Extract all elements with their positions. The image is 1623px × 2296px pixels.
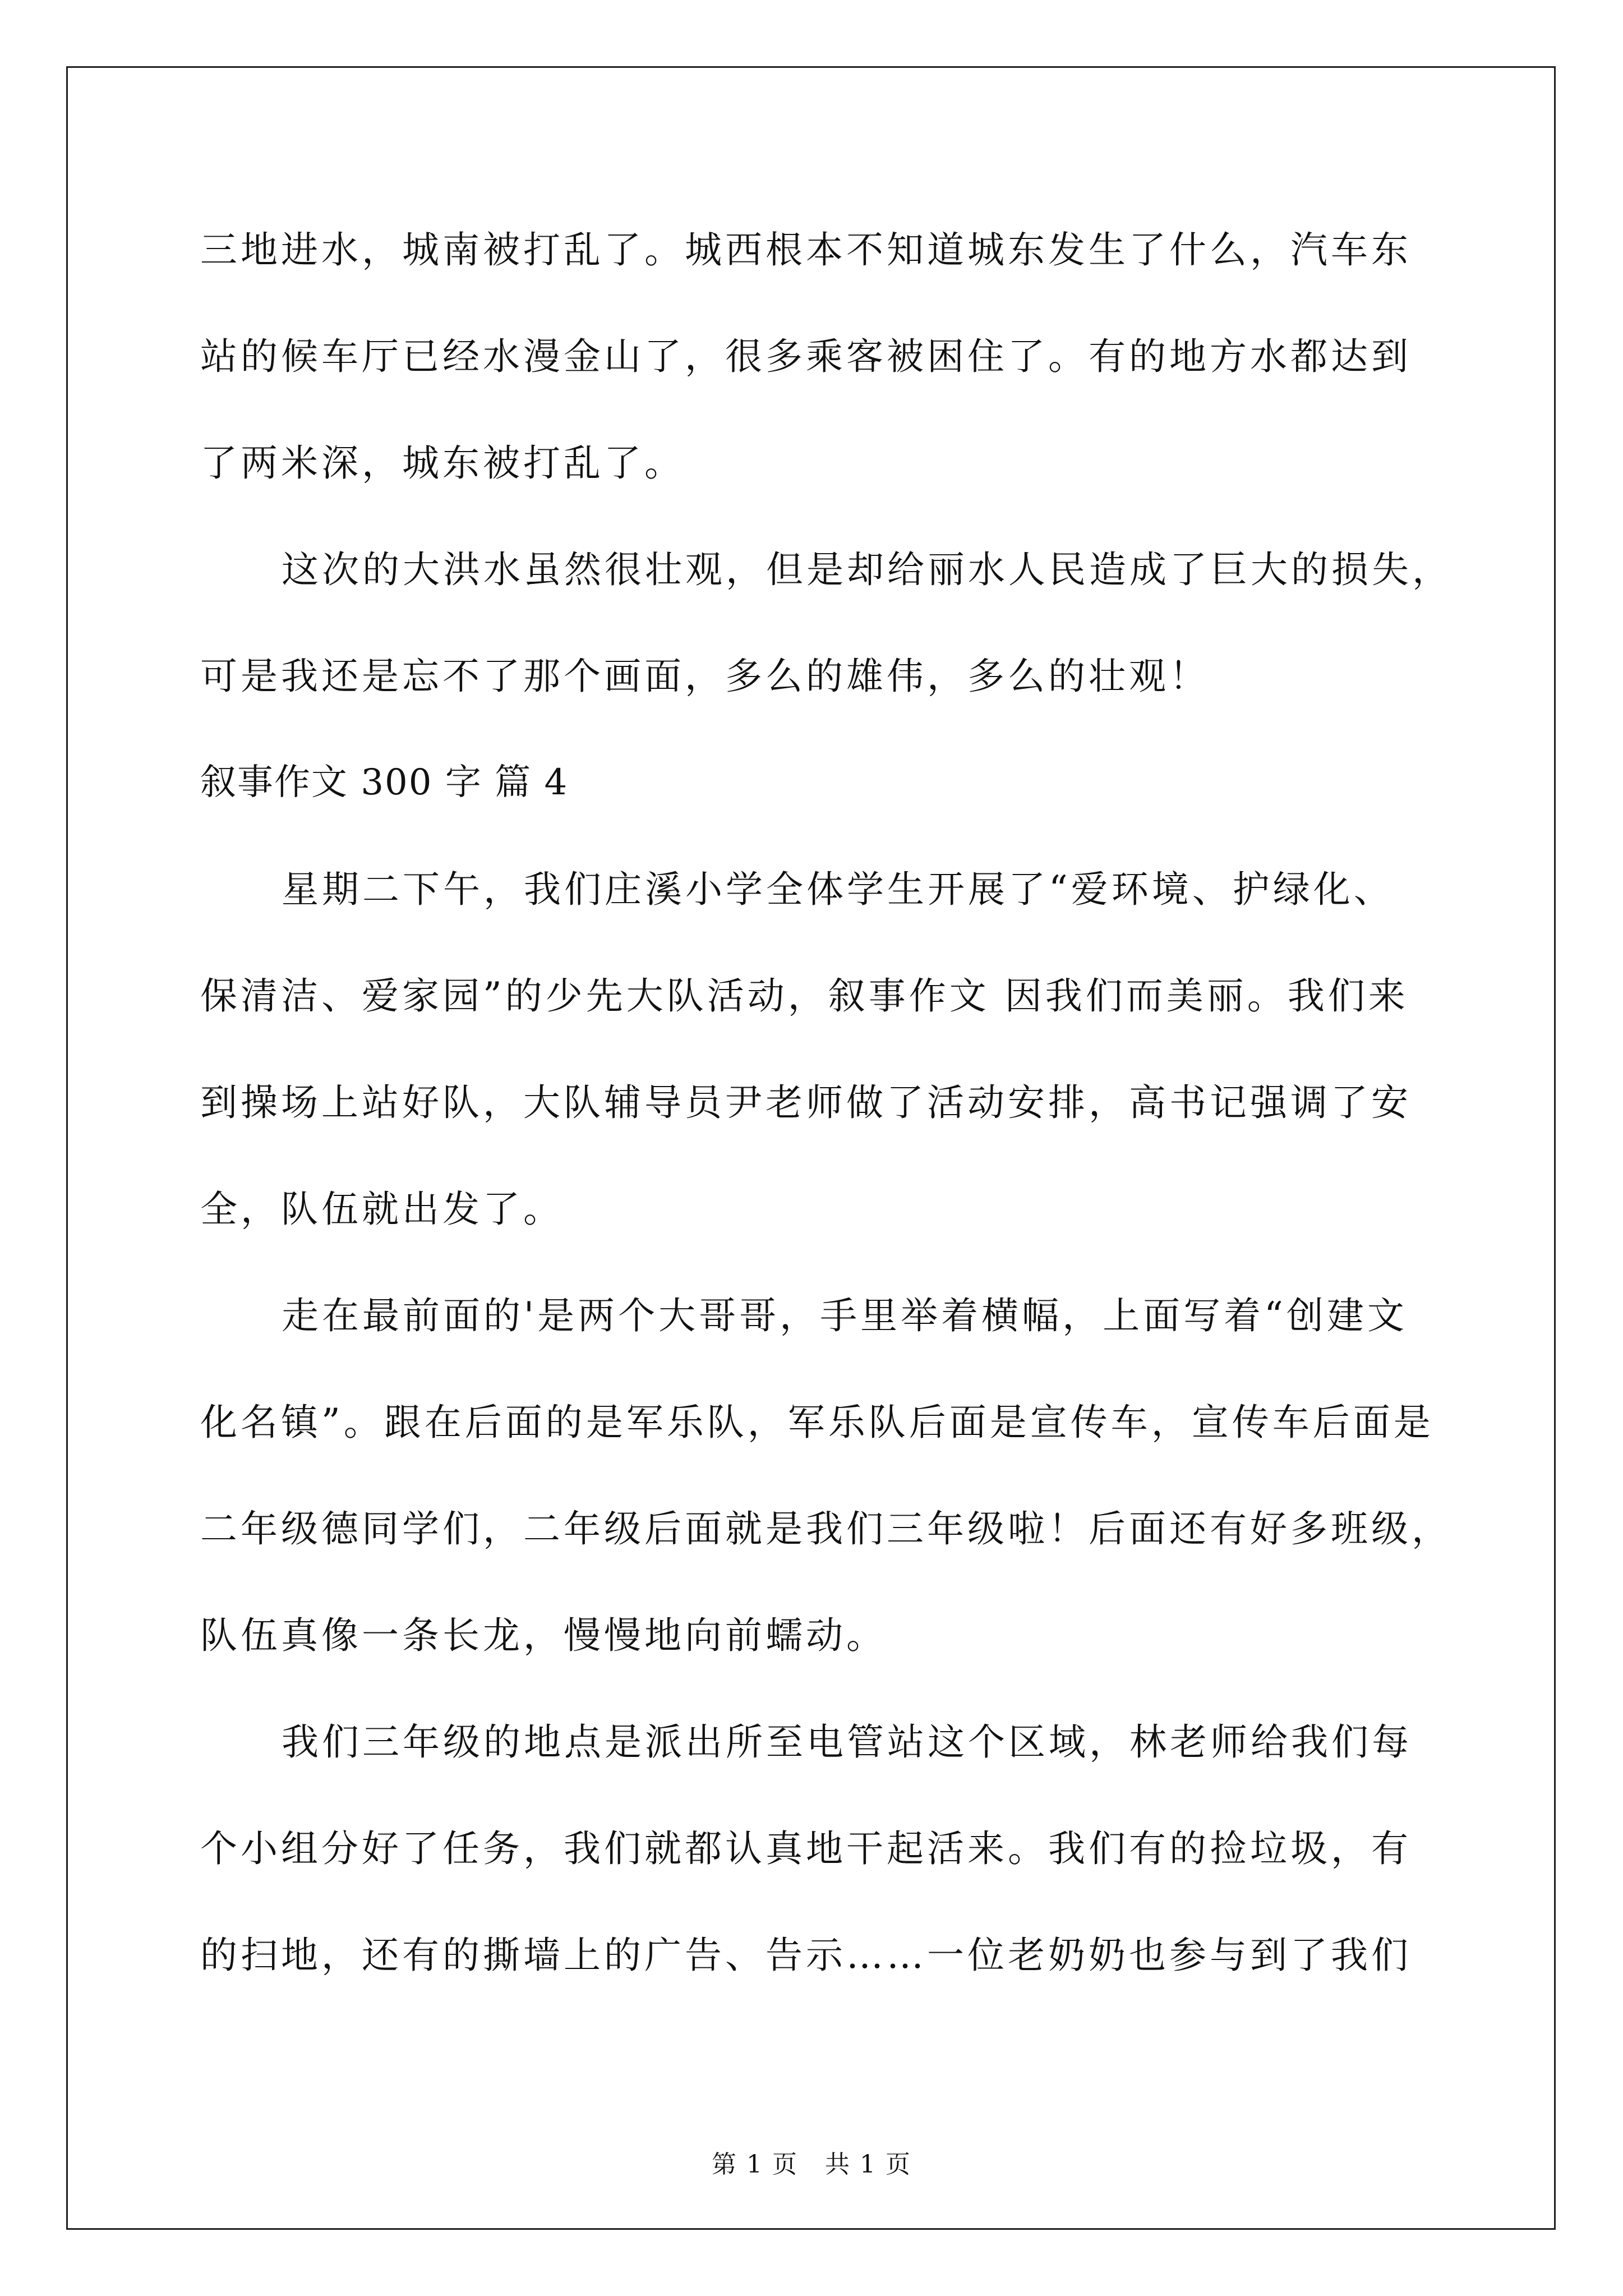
paragraph-start-line: 星期二下午，我们庄溪小学全体学生开展了“爱环境、护绿化、	[282, 868, 1394, 911]
page-number-footer: 第 1 页 共 1 页	[712, 2150, 911, 2179]
paragraph-start-line: 我们三年级的地点是派出所至电管站这个区域，林老师给我们每	[282, 1720, 1412, 1764]
text-line: 可是我还是忘不了那个画面，多么的雄伟，多么的壮观！	[200, 655, 1210, 698]
text-line: 站的候车厅已经水漫金山了，很多乘客被困住了。有的地方水都达到	[200, 335, 1412, 378]
page-border	[66, 66, 1556, 2230]
text-line: 保清洁、爱家园”的少先大队活动，叙事作文 因我们而美丽。我们来	[200, 974, 1409, 1018]
text-line: 个小组分好了任务，我们就都认真地干起活来。我们有的捡垃圾，有	[200, 1827, 1412, 1870]
paragraph-start-line: 这次的大洪水虽然很壮观，但是却给丽水人民造成了巨大的损失，	[282, 548, 1453, 591]
section-heading: 叙事作文 300 字 篇 4	[200, 762, 569, 803]
text-line: 三地进水，城南被打乱了。城西根本不知道城东发生了什么，汽车东	[200, 228, 1412, 272]
text-line: 二年级德同学们，二年级后面就是我们三年级啦！后面还有好多班级，	[200, 1507, 1452, 1550]
text-line: 全，队伍就出发了。	[200, 1188, 564, 1231]
text-line: 到操场上站好队，大队辅导员尹老师做了活动安排，高书记强调了安	[200, 1081, 1412, 1124]
text-line: 了两米深，城东被打乱了。	[200, 441, 685, 485]
text-line: 化名镇”。跟在后面的是军乐队，军乐队后面是宣传车，宣传车后面是	[200, 1401, 1434, 1444]
text-line: 队伍真像一条长龙，慢慢地向前蠕动。	[200, 1614, 887, 1657]
paragraph-start-line: 走在最前面的'是两个大哥哥，手里举着横幅，上面写着“创建文	[282, 1294, 1408, 1337]
text-line: 的扫地，还有的撕墙上的广告、告示……一位老奶奶也参与到了我们	[200, 1934, 1412, 1977]
